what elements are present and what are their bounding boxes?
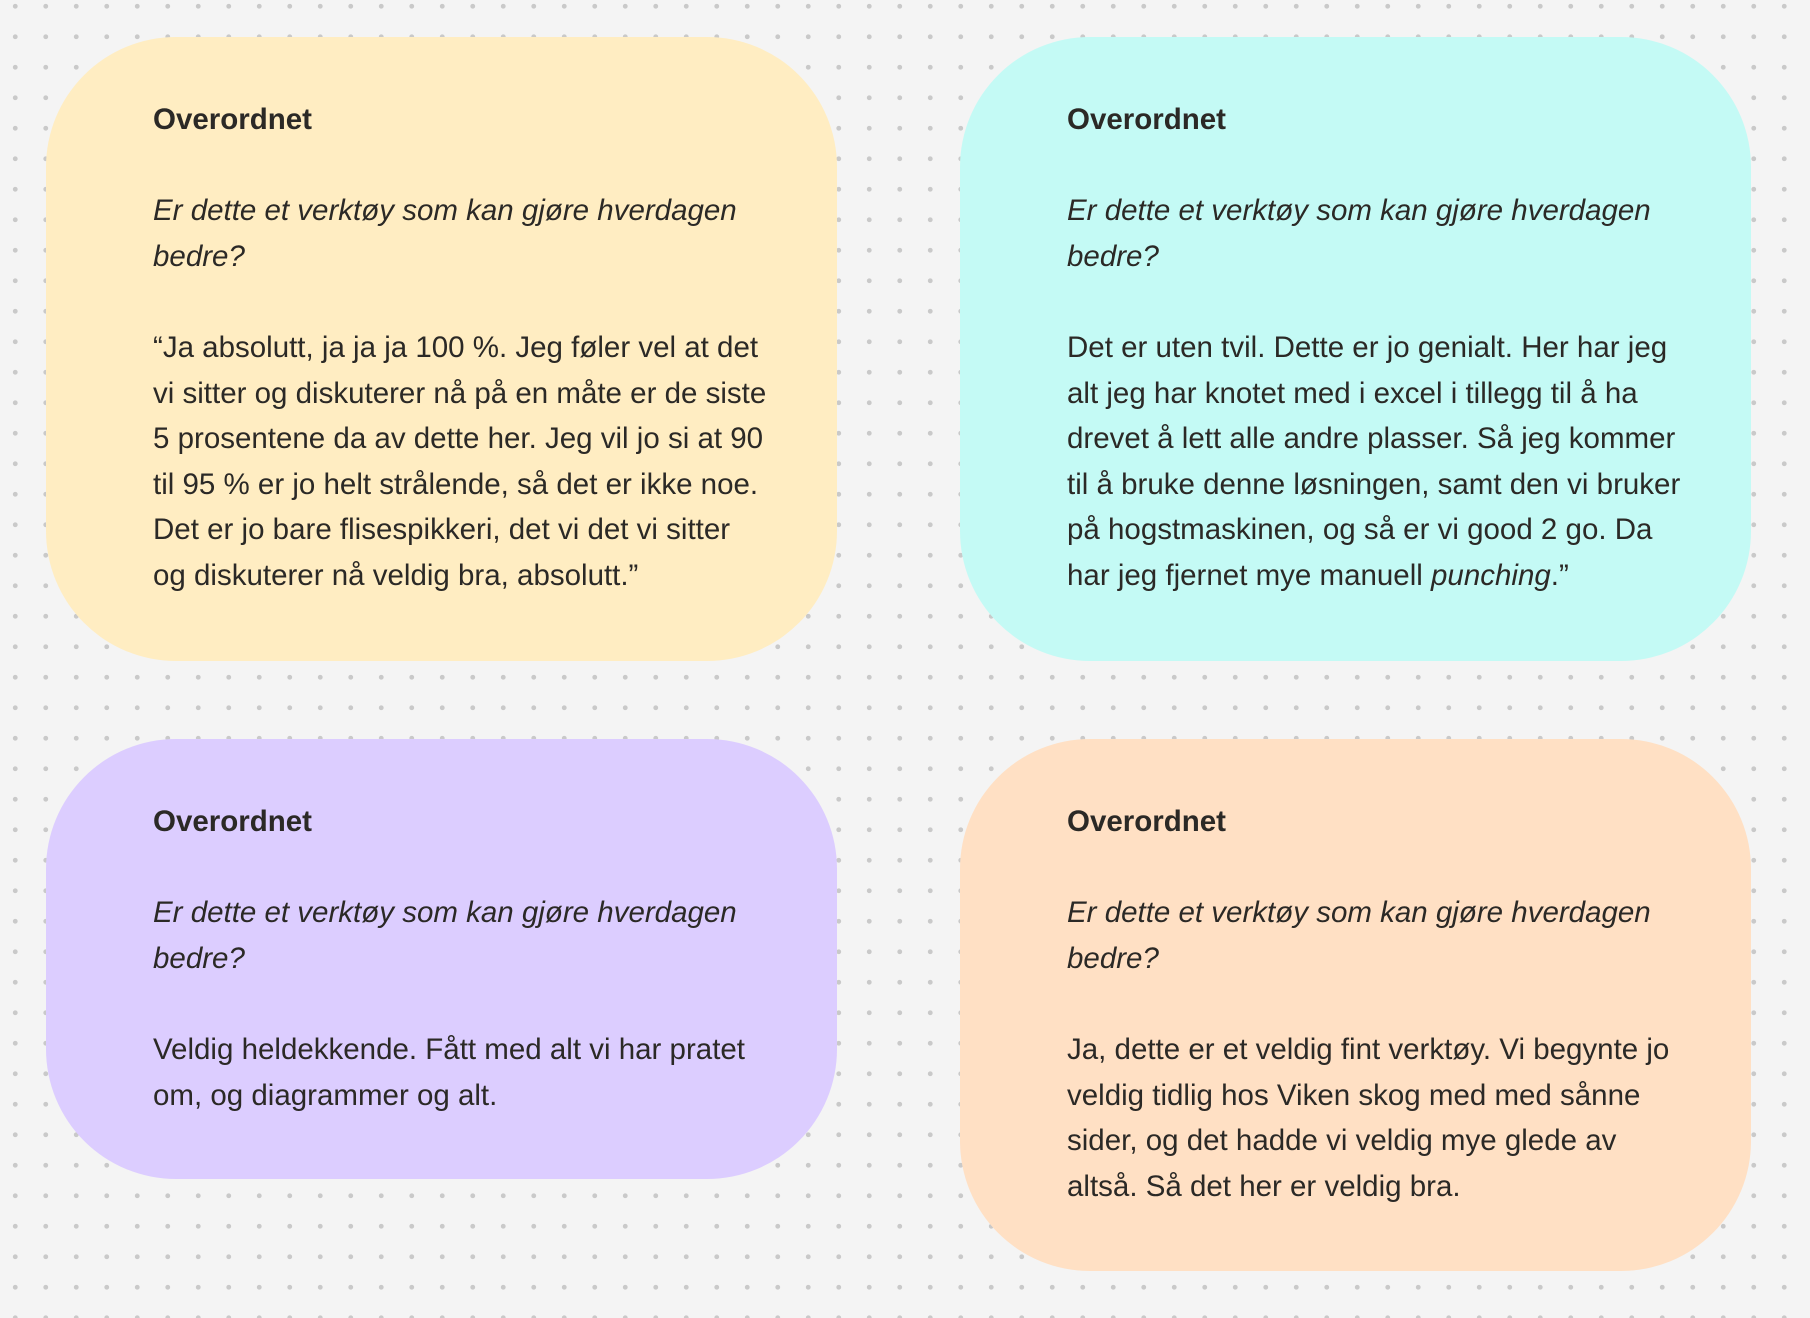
body-line: “Ja absolutt, ja ja ja 100 %. Jeg føler vel at det <box>153 330 759 364</box>
question-line: Er dette et verktøy som kan gjøre hverdagen <box>1067 194 1651 228</box>
sticky-note-peach[interactable] <box>960 739 1751 1271</box>
question-line: Er dette et verktøy som kan gjøre hverdagen <box>153 896 737 930</box>
body-line: på hogstmaskinen, og så er vi good 2 go. Da <box>1067 513 1653 547</box>
body-text: .” <box>1550 558 1569 592</box>
body-line: veldig tidlig hos Viken skog med med sånne <box>1067 1078 1641 1112</box>
question-line: bedre? <box>153 941 245 975</box>
body-line: om, og diagrammer og alt. <box>153 1078 498 1112</box>
note-title: Overordnet <box>153 103 313 136</box>
body-line: til å bruke denne løsningen, samt den vi bruker <box>1067 467 1681 501</box>
note-title: Overordnet <box>153 805 313 838</box>
note-body <box>1067 325 1731 599</box>
body-line: alt jeg har knotet med i excel i tillegg til å ha <box>1067 376 1638 410</box>
body-line: Det er uten tvil. Dette er jo genialt. Her har jeg <box>1067 330 1668 364</box>
body-line: altså. Så det her er veldig bra. <box>1067 1169 1461 1203</box>
body-line: 5 prosentene da av dette her. Jeg vil jo si at 90 <box>153 422 764 456</box>
question-line: bedre? <box>1067 941 1159 975</box>
body-line <box>1067 553 1731 599</box>
note-title: Overordnet <box>1067 103 1227 136</box>
body-line: Veldig heldekkende. Fått med alt vi har pratet <box>153 1032 745 1066</box>
note-question <box>1067 890 1731 981</box>
body-line: og diskuterer nå veldig bra, absolutt.” <box>153 558 639 592</box>
body-line: Det er jo bare flisespikkeri, det vi det vi sitter <box>153 513 731 547</box>
note-question <box>153 890 817 981</box>
note-title: Overordnet <box>1067 805 1227 838</box>
body-line: Ja, dette er et veldig fint verktøy. Vi begynte jo <box>1067 1032 1670 1066</box>
note-body <box>153 1027 817 1118</box>
sticky-note-purple[interactable] <box>46 739 837 1179</box>
body-text: har jeg fjernet mye manuell <box>1067 558 1432 592</box>
body-line: til 95 % er jo helt strålende, så det er ikke noe. <box>153 467 759 501</box>
note-question <box>153 188 817 279</box>
sticky-note-cyan[interactable] <box>960 37 1751 661</box>
question-line: Er dette et verktøy som kan gjøre hverdagen <box>1067 896 1651 930</box>
question-line: Er dette et verktøy som kan gjøre hverdagen <box>153 194 737 228</box>
question-line: bedre? <box>1067 239 1159 273</box>
question-line: bedre? <box>153 239 245 273</box>
note-question <box>1067 188 1731 279</box>
body-line: vi sitter og diskuterer nå på en måte er de siste <box>153 376 767 410</box>
body-line: drevet å lett alle andre plasser. Så jeg kommer <box>1067 422 1676 456</box>
sticky-note-yellow[interactable] <box>46 37 837 661</box>
body-line: sider, og det hadde vi veldig mye glede av <box>1067 1124 1617 1158</box>
note-body <box>1067 1027 1731 1209</box>
note-body <box>153 325 817 599</box>
body-italic-text: punching <box>1431 558 1551 592</box>
